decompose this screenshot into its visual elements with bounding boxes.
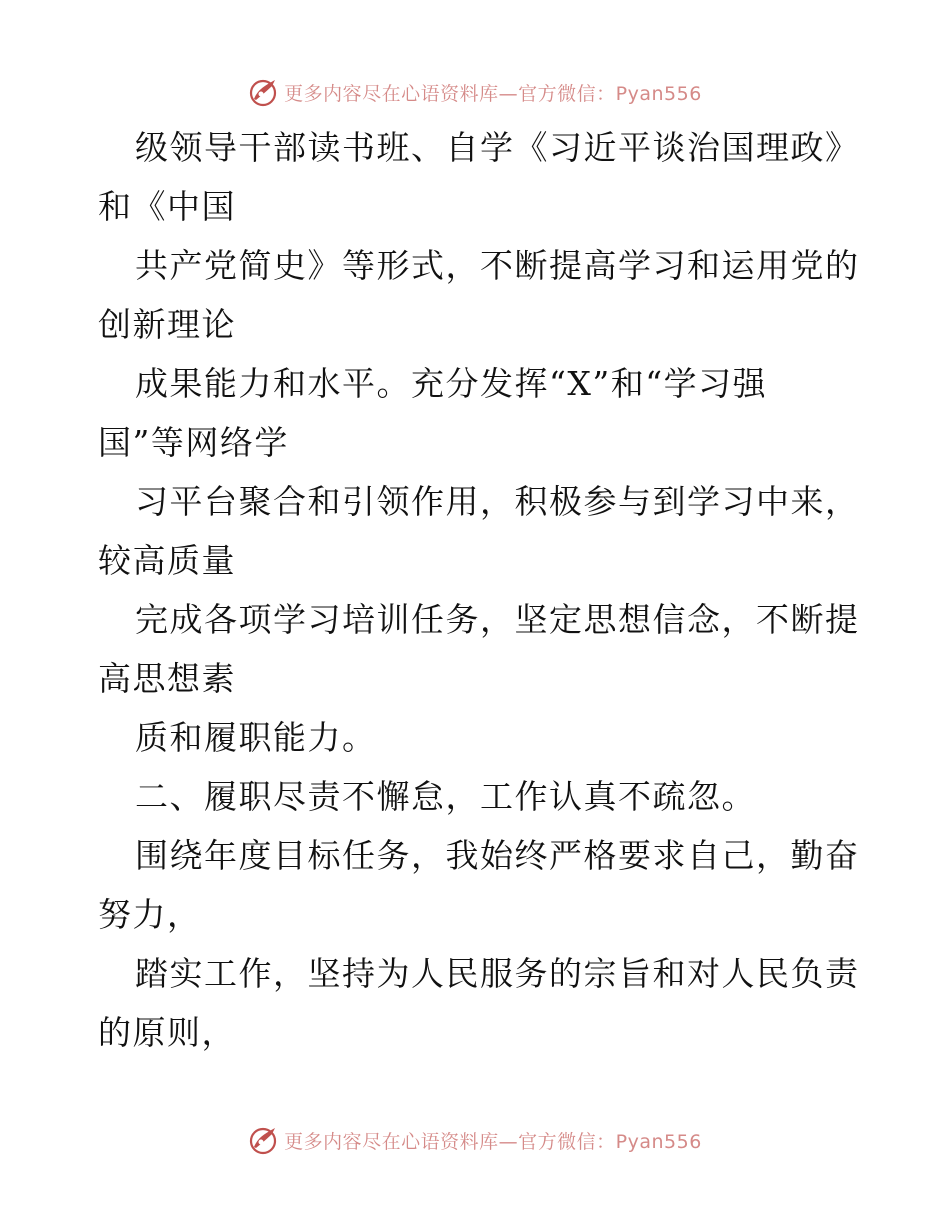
text-line: 创新理论 [98, 305, 236, 344]
text-line: 的原则， [98, 1013, 236, 1052]
document-body [98, 118, 858, 1062]
text-line: 和《中国 [98, 187, 236, 226]
text-line: 完成各项学习培训任务，坚定思想信念，不断提 [135, 600, 860, 639]
header-watermark [0, 72, 950, 112]
text-line: 习平台聚合和引领作用，积极参与到学习中来， [135, 482, 860, 521]
watermark-text: 更多内容尽在心语资料库—官方微信：Pyan556 [284, 82, 702, 105]
text-line: 踏实工作，坚持为人民服务的宗旨和对人民负责 [135, 954, 860, 993]
pen-logo-icon [248, 77, 278, 107]
text-line: 成果能力和水平。充分发挥“X”和“学习强 [135, 364, 768, 403]
text-line: 围绕年度目标任务，我始终严格要求自己，勤奋 [135, 836, 860, 875]
text-line: 较高质量 [98, 541, 236, 580]
pen-logo-icon [248, 1125, 278, 1155]
text-line: 努力， [98, 895, 202, 934]
text-line: 共产党简史》等形式，不断提高学习和运用党的 [135, 246, 860, 285]
watermark-text: 更多内容尽在心语资料库—官方微信：Pyan556 [284, 1130, 702, 1153]
text-line: 国”等网络学 [98, 423, 289, 462]
text-line: 级领导干部读书班、自学《习近平谈治国理政》 [135, 128, 860, 167]
text-line: 高思想素 [98, 659, 236, 698]
footer-watermark [0, 1120, 950, 1160]
text-line: 二、履职尽责不懈怠，工作认真不疏忽。 [135, 777, 756, 816]
text-line: 质和履职能力。 [135, 718, 377, 757]
